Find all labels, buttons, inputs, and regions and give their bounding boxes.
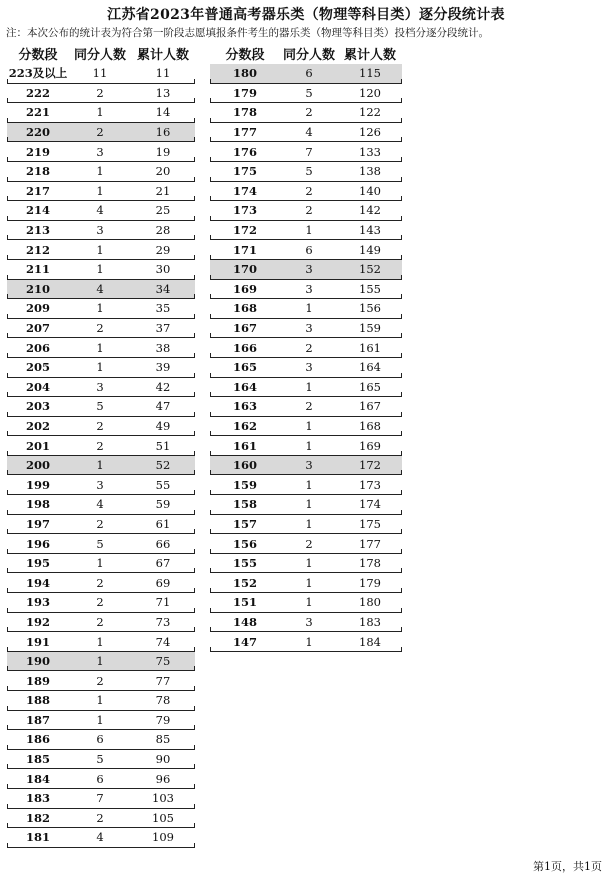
total-cell: 155 [359,281,381,296]
table-row [210,280,402,300]
count-cell: 2 [96,85,104,100]
total-cell: 34 [155,281,171,296]
table-row [7,378,195,398]
total-cell: 177 [359,536,381,551]
total-cell: 169 [359,438,381,453]
score-cell: 207 [25,321,50,336]
score-cell: 179 [232,85,257,100]
total-cell: 164 [359,360,381,375]
total-cell: 30 [155,262,171,277]
table-row [210,142,402,162]
score-cell: 183 [25,791,50,806]
table-row [210,299,402,319]
header-total: 累计人数 [136,48,189,63]
total-cell: 59 [155,497,171,512]
score-cell: 178 [232,105,257,120]
score-cell: 200 [25,458,50,473]
count-cell: 2 [96,516,104,531]
count-cell: 7 [96,791,104,806]
table-row [7,319,195,339]
count-cell: 2 [305,536,313,551]
total-cell: 103 [152,791,174,806]
table-row [7,671,195,691]
table-row [7,554,195,574]
score-cell: 212 [25,242,50,257]
table-row [210,475,402,495]
table-row [7,201,195,221]
header-score: 分数段 [18,48,58,63]
count-cell: 3 [96,477,104,492]
table-row [7,515,195,535]
score-cell: 214 [25,203,50,218]
total-cell: 37 [155,321,171,336]
table-row [210,201,402,221]
score-cell: 164 [232,379,257,394]
count-cell: 1 [96,360,104,375]
count-cell: 1 [305,301,313,316]
page-footer: 第1页，共1页 [533,860,602,873]
score-cell: 155 [232,556,257,571]
total-cell: 173 [359,477,381,492]
count-cell: 1 [96,301,104,316]
table-row [7,456,195,476]
score-cell: 148 [232,614,257,629]
count-cell: 1 [305,438,313,453]
score-cell: 204 [25,379,50,394]
header-total: 累计人数 [343,48,396,63]
count-cell: 1 [96,458,104,473]
score-cell: 185 [25,752,50,767]
table-row [210,573,402,593]
table-row [7,573,195,593]
count-cell: 4 [96,497,104,512]
total-cell: 42 [155,379,171,394]
count-cell: 6 [305,66,313,81]
score-cell: 171 [232,242,257,257]
table-row [7,240,195,260]
total-cell: 19 [155,144,171,159]
score-cell: 165 [232,360,257,375]
count-cell: 6 [96,732,104,747]
table-row [210,182,402,202]
score-cell: 158 [232,497,257,512]
count-cell: 3 [305,614,313,629]
score-cell: 219 [25,144,50,159]
count-cell: 1 [305,418,313,433]
table-row [7,613,195,633]
total-cell: 61 [155,516,171,531]
total-cell: 172 [359,458,381,473]
score-cell: 202 [25,418,50,433]
total-cell: 165 [359,379,381,394]
score-cell: 184 [25,771,50,786]
table-row [210,358,402,378]
total-cell: 67 [155,556,171,571]
total-cell: 120 [359,85,381,100]
table-row [210,495,402,515]
score-cell: 199 [25,477,50,492]
count-cell: 3 [305,360,313,375]
count-cell: 1 [305,556,313,571]
table-row [7,280,195,300]
count-cell: 2 [96,673,104,688]
score-cell: 221 [25,105,50,120]
score-cell: 195 [25,556,50,571]
table-row [7,162,195,182]
total-cell: 175 [359,516,381,531]
count-cell: 2 [96,438,104,453]
table-row [7,632,195,652]
total-cell: 79 [155,712,171,727]
score-cell: 188 [25,693,50,708]
table-row [7,809,195,829]
total-cell: 21 [155,183,171,198]
total-cell: 159 [359,321,381,336]
total-cell: 73 [155,614,171,629]
total-cell: 142 [359,203,381,218]
count-cell: 5 [96,752,104,767]
table-row [7,691,195,711]
count-cell: 3 [305,458,313,473]
count-cell: 1 [96,105,104,120]
total-cell: 16 [155,125,171,140]
total-cell: 29 [155,242,171,257]
total-cell: 152 [359,262,381,277]
table-row [7,593,195,613]
total-cell: 66 [155,536,171,551]
count-cell: 2 [96,614,104,629]
count-cell: 1 [96,242,104,257]
table-row [7,769,195,789]
score-table-right [210,43,402,652]
count-cell: 3 [305,281,313,296]
count-cell: 1 [305,379,313,394]
table-row [7,789,195,809]
total-cell: 77 [155,673,171,688]
score-cell: 181 [25,830,50,845]
table-row [7,84,195,104]
total-cell: 47 [155,399,171,414]
count-cell: 5 [305,164,313,179]
table-row [7,750,195,770]
total-cell: 143 [359,223,381,238]
count-cell: 2 [305,183,313,198]
score-cell: 217 [25,183,50,198]
total-cell: 75 [155,654,171,669]
score-cell: 151 [232,595,257,610]
count-cell: 4 [96,281,104,296]
count-cell: 1 [96,556,104,571]
total-cell: 90 [155,752,171,767]
score-cell: 205 [25,360,50,375]
count-cell: 1 [96,183,104,198]
score-cell: 222 [25,85,50,100]
score-cell: 162 [232,418,257,433]
score-cell: 186 [25,732,50,747]
table-row [210,534,402,554]
score-cell: 218 [25,164,50,179]
score-cell: 213 [25,223,50,238]
total-cell: 174 [359,497,381,512]
table-row [7,652,195,672]
count-cell: 11 [92,66,108,81]
total-cell: 49 [155,418,171,433]
total-cell: 74 [155,634,171,649]
score-cell: 201 [25,438,50,453]
score-cell: 167 [232,321,257,336]
table-row [7,358,195,378]
table-row [7,182,195,202]
count-cell: 2 [96,125,104,140]
table-row [7,103,195,123]
count-cell: 3 [96,223,104,238]
table-row [210,123,402,143]
table-note: 注：本次公布的统计表为符合第一阶段志愿填报条件考生的器乐类（物理等科目类）投档分逐分段统计。 [6,27,489,39]
score-cell: 223及以上 [8,66,68,81]
count-cell: 1 [305,223,313,238]
score-cell: 174 [232,183,257,198]
table-row [7,475,195,495]
table-row [210,436,402,456]
total-cell: 39 [155,360,171,375]
total-cell: 20 [155,164,171,179]
header-count: 同分人数 [282,48,335,63]
score-cell: 163 [232,399,257,414]
count-cell: 2 [96,595,104,610]
score-cell: 182 [25,810,50,825]
table-row [210,632,402,652]
table-row [210,240,402,260]
total-cell: 109 [152,830,174,845]
table-header [7,43,195,64]
total-cell: 51 [155,438,171,453]
total-cell: 133 [359,144,381,159]
total-cell: 69 [155,575,171,590]
count-cell: 2 [305,340,313,355]
count-cell: 2 [96,321,104,336]
count-cell: 1 [305,497,313,512]
count-cell: 1 [305,477,313,492]
table-row [210,260,402,280]
score-cell: 157 [232,516,257,531]
table-row [210,456,402,476]
score-cell: 166 [232,340,257,355]
count-cell: 4 [96,203,104,218]
table-row [7,299,195,319]
count-cell: 2 [305,105,313,120]
count-cell: 1 [96,634,104,649]
table-row [7,260,195,280]
total-cell: 161 [359,340,381,355]
count-cell: 2 [96,418,104,433]
header-count: 同分人数 [73,48,126,63]
table-row [210,417,402,437]
count-cell: 3 [305,262,313,277]
count-cell: 5 [96,399,104,414]
count-cell: 2 [96,575,104,590]
count-cell: 2 [305,399,313,414]
total-cell: 140 [359,183,381,198]
score-cell: 191 [25,634,50,649]
score-cell: 161 [232,438,257,453]
score-cell: 168 [232,301,257,316]
total-cell: 138 [359,164,381,179]
count-cell: 1 [96,340,104,355]
score-cell: 198 [25,497,50,512]
score-cell: 172 [232,223,257,238]
score-cell: 177 [232,125,257,140]
total-cell: 126 [359,125,381,140]
table-row [210,162,402,182]
score-cell: 176 [232,144,257,159]
total-cell: 156 [359,301,381,316]
count-cell: 6 [96,771,104,786]
table-row [210,103,402,123]
total-cell: 13 [155,85,171,100]
table-row [7,534,195,554]
count-cell: 1 [305,516,313,531]
table-row [7,436,195,456]
table-body [210,64,402,652]
table-row [7,221,195,241]
table-row [210,378,402,398]
count-cell: 1 [96,654,104,669]
total-cell: 78 [155,693,171,708]
score-cell: 160 [232,458,257,473]
table-row [7,142,195,162]
score-cell: 173 [232,203,257,218]
count-cell: 1 [305,634,313,649]
count-cell: 3 [305,321,313,336]
score-cell: 159 [232,477,257,492]
total-cell: 105 [152,810,174,825]
total-cell: 149 [359,242,381,257]
table-row [7,397,195,417]
table-row [210,64,402,84]
total-cell: 183 [359,614,381,629]
total-cell: 180 [359,595,381,610]
count-cell: 1 [305,595,313,610]
score-cell: 147 [232,634,257,649]
total-cell: 85 [155,732,171,747]
score-cell: 193 [25,595,50,610]
table-row [210,221,402,241]
table-row [210,319,402,339]
table-row [7,123,195,143]
table-row [7,828,195,848]
count-cell: 1 [96,164,104,179]
score-cell: 203 [25,399,50,414]
score-cell: 189 [25,673,50,688]
total-cell: 178 [359,556,381,571]
table-row [7,338,195,358]
score-cell: 196 [25,536,50,551]
score-cell: 156 [232,536,257,551]
total-cell: 55 [155,477,171,492]
total-cell: 35 [155,301,171,316]
count-cell: 2 [305,203,313,218]
score-cell: 197 [25,516,50,531]
count-cell: 7 [305,144,313,159]
count-cell: 1 [96,262,104,277]
total-cell: 179 [359,575,381,590]
count-cell: 3 [96,379,104,394]
score-cell: 175 [232,164,257,179]
score-cell: 209 [25,301,50,316]
score-cell: 194 [25,575,50,590]
score-cell: 187 [25,712,50,727]
count-cell: 2 [96,810,104,825]
table-row [7,64,195,84]
count-cell: 4 [96,830,104,845]
table-row [7,711,195,731]
total-cell: 14 [155,105,171,120]
count-cell: 5 [96,536,104,551]
score-cell: 170 [232,262,257,277]
count-cell: 1 [305,575,313,590]
score-cell: 190 [25,654,50,669]
table-row [210,397,402,417]
count-cell: 3 [96,144,104,159]
score-cell: 192 [25,614,50,629]
page-title: 江苏省2023年普通高考器乐类（物理等科目类）逐分段统计表 [107,7,505,23]
score-table-left [7,43,195,848]
score-cell: 180 [232,66,257,81]
table-row [210,338,402,358]
table-header [210,43,402,64]
score-cell: 211 [25,262,50,277]
total-cell: 96 [155,771,171,786]
total-cell: 168 [359,418,381,433]
count-cell: 1 [96,712,104,727]
table-row [210,613,402,633]
score-cell: 169 [232,281,257,296]
count-cell: 6 [305,242,313,257]
score-cell: 210 [25,281,50,296]
score-cell: 220 [25,125,50,140]
table-row [7,417,195,437]
table-row [7,495,195,515]
count-cell: 5 [305,85,313,100]
total-cell: 11 [155,66,171,81]
total-cell: 38 [155,340,171,355]
total-cell: 52 [155,458,171,473]
table-row [210,515,402,535]
total-cell: 25 [155,203,171,218]
count-cell: 1 [96,693,104,708]
table-row [7,730,195,750]
count-cell: 4 [305,125,313,140]
total-cell: 115 [359,66,381,81]
total-cell: 71 [155,595,171,610]
table-body [7,64,195,848]
total-cell: 122 [359,105,381,120]
total-cell: 28 [155,223,171,238]
total-cell: 184 [359,634,381,649]
table-row [210,84,402,104]
header-score: 分数段 [225,48,265,63]
total-cell: 167 [359,399,381,414]
score-cell: 206 [25,340,50,355]
score-cell: 152 [232,575,257,590]
table-row [210,554,402,574]
table-row [210,593,402,613]
